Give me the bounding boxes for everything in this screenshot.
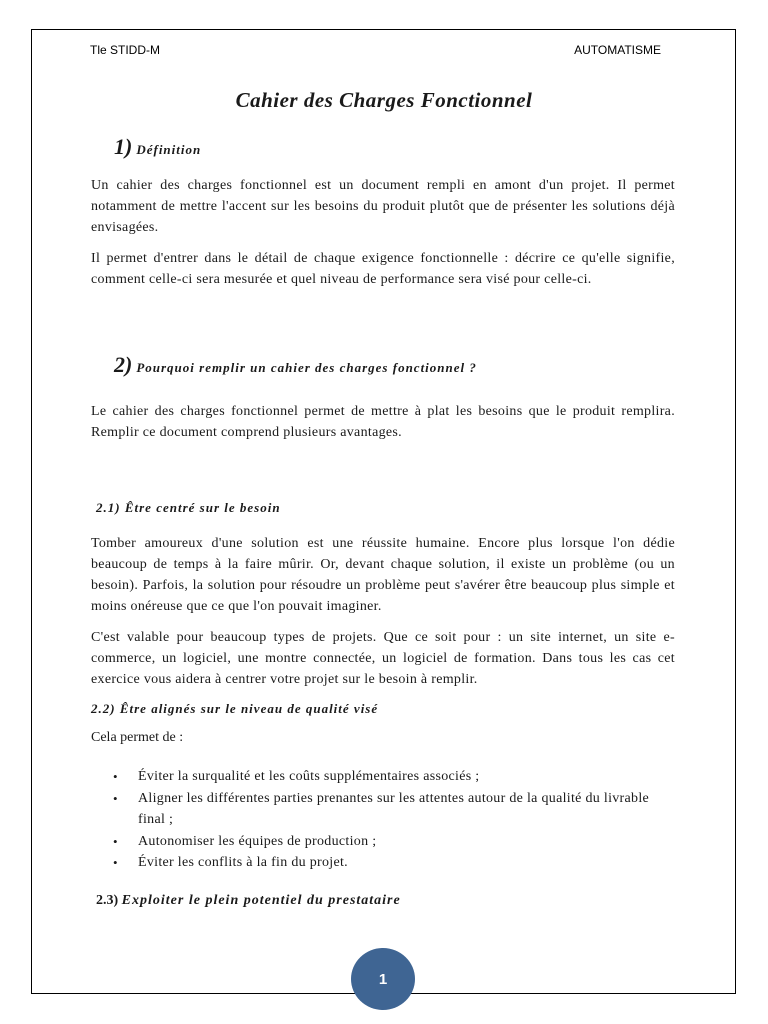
section-2-3-title: Exploiter le plein potentiel du prestataire: [121, 893, 401, 908]
section-1-paragraph-2: Il permet d'entrer dans le détail de chaque exigence fonctionnelle : décrire ce qu'elle signifie, comment celle-ci sera mesurée et quel niveau de performance sera visé pour celle-ci.: [91, 251, 675, 287]
section-1-heading: [114, 134, 201, 160]
bullet-list: [113, 766, 678, 874]
section-2-number: 2): [114, 352, 133, 377]
section-2-1-heading: 2.1) Être centré sur le besoin: [96, 500, 281, 515]
section-2-2-intro: Cela permet de :: [91, 730, 184, 745]
list-item: [113, 766, 678, 788]
document-title: Cahier des Charges Fonctionnel: [235, 88, 533, 112]
list-item: [113, 831, 678, 853]
bullet-icon: •: [113, 833, 118, 849]
page-number-badge: [351, 948, 415, 1010]
section-2-1-paragraph-1: Tomber amoureux d'une solution est une réussite humaine. Encore plus lorsque l'on dédie beaucoup de temps à la faire mûrir. Or, devant chaque solution, il existe un problème (ou un besoin). Parfois, la solution pour résoudre un problème peut s'avérer être beaucoup plus simple et moins onéreuse que ce que l'on pouvait imaginer.: [91, 536, 675, 614]
bullet-icon: •: [113, 855, 118, 870]
page-number: 1: [378, 970, 388, 988]
bullet-icon: •: [113, 769, 118, 784]
list-item: [113, 852, 678, 874]
section-2-1-paragraph-2: C'est valable pour beaucoup types de projets. Que ce soit pour : un site internet, un site e-commerce, un logiciel, une montre connectée, un logiciel de formation. Dans tous les cas cet exercice vous aidera à centrer votre projet sur le besoin à remplir.: [91, 630, 675, 687]
section-1-number: 1): [114, 134, 133, 159]
section-2-3-heading: [96, 893, 401, 909]
list-item-text: Autonomiser les équipes de production ;: [138, 833, 377, 849]
section-1-title: Définition: [136, 142, 202, 157]
header-right: AUTOMATISME: [574, 43, 661, 57]
section-2-paragraph: Le cahier des charges fonctionnel permet de mettre à plat les besoins que le produit remplira. Remplir ce document comprend plusieurs avantages.: [91, 404, 675, 440]
section-2-heading: [114, 352, 477, 378]
section-2-2-heading: 2.2) Être alignés sur le niveau de qualité visé: [91, 701, 379, 716]
list-item: [113, 788, 678, 831]
list-item-text: Aligner les différentes parties prenantes sur les attentes autour de la qualité du livrable final ;: [138, 790, 650, 827]
list-item-text: Éviter la surqualité et les coûts supplémentaires associés ;: [138, 769, 480, 784]
list-item-text: Éviter les conflits à la fin du projet.: [138, 855, 348, 870]
section-2-title: Pourquoi remplir un cahier des charges fonctionnel ?: [136, 360, 477, 375]
header-left: Tle STIDD-M: [90, 43, 160, 57]
bullet-icon: •: [113, 790, 118, 806]
section-1-paragraph-1: Un cahier des charges fonctionnel est un document rempli en amont d'un projet. Il permet notamment de mettre l'accent sur les besoins du produit plutôt que de présenter les solutions déjà envisagées.: [91, 178, 675, 235]
section-2-3-number: 2.3): [96, 893, 119, 908]
